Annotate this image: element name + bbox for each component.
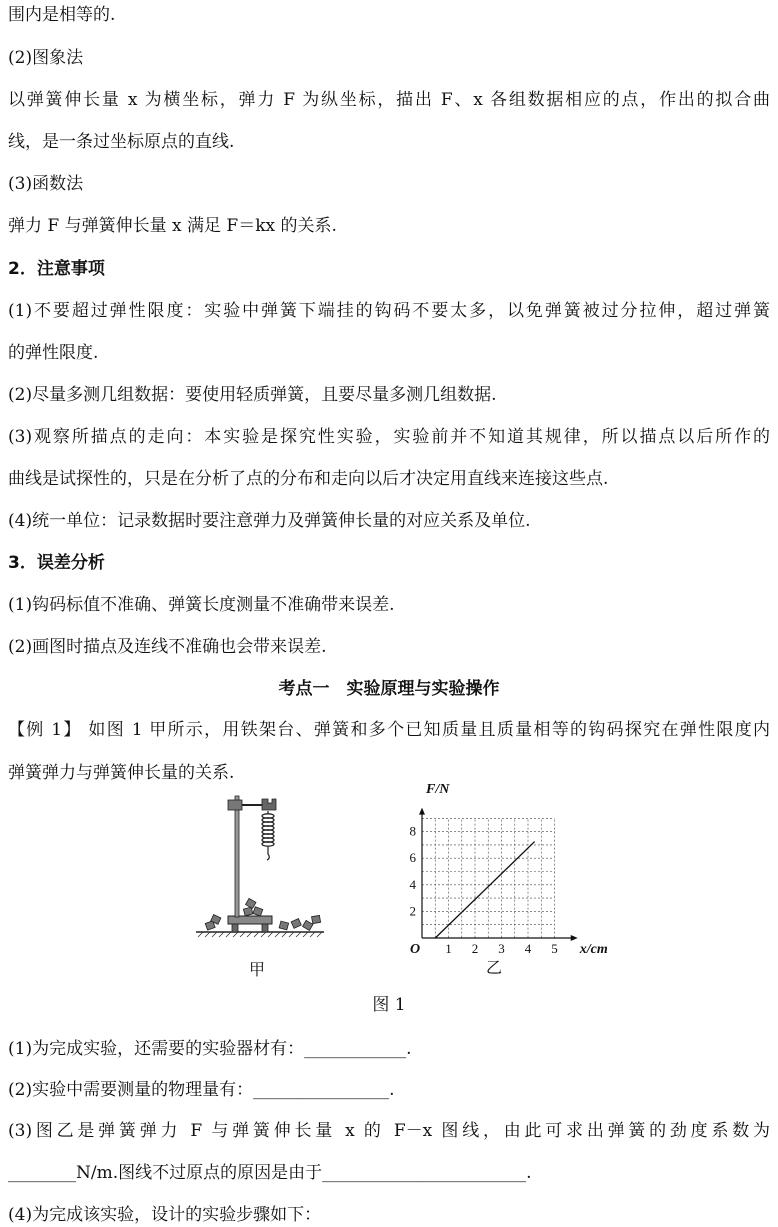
text-line: 线，是一条过坐标原点的直线. [8, 132, 235, 152]
text-line: (1)钩码标值不准确、弹簧长度测量不准确带来误差. [8, 595, 395, 615]
apparatus-figure [192, 790, 332, 960]
figure-caption: 图 1 [372, 995, 406, 1015]
x-tick-label: 3 [498, 941, 505, 956]
text-line: 的弹性限度. [8, 343, 99, 363]
x-tick-label: 5 [551, 941, 558, 956]
y-axis-arrow [419, 808, 425, 815]
text-line: 围内是相等的. [8, 5, 116, 25]
origin-label: O [410, 942, 421, 957]
y-tick-label: 8 [409, 823, 416, 839]
x-axis-arrow [571, 935, 578, 941]
y-tick-label: 6 [409, 850, 416, 866]
text-line: (2)图象法 [8, 48, 84, 68]
text-line: 弹力 F 与弹簧伸长量 x 满足 F＝kx 的关系. [8, 216, 337, 236]
force-extension-chart [396, 781, 608, 959]
question-line: (2)实验中需要测量的物理量有：________________. [8, 1080, 395, 1100]
text-line: (2)尽量多测几组数据：要使用轻质弹簧，且要尽量多测几组数据. [8, 385, 497, 405]
x-axis-label: x/cm [579, 942, 608, 957]
question-line: (4)为完成该实验，设计的实验步骤如下： [8, 1205, 322, 1225]
text-line: (3)函数法 [8, 174, 84, 194]
text-line: (4)统一单位：记录数据时要注意弹力及弹簧伸长量的对应关系及单位. [8, 511, 531, 531]
question-line: (3)图乙是弹簧弹力 F 与弹簧伸长量 x 的 F－x 图线，由此可求出弹簧的劲度系数为 [8, 1121, 770, 1141]
text-line: (2)画图时描点及连线不准确也会带来误差. [8, 637, 327, 657]
text-line: (3)观察所描点的走向：本实验是探究性实验，实验前并不知道其规律，所以描点以后所作的 [8, 427, 770, 447]
text-line: 弹簧弹力与弹簧伸长量的关系. [8, 763, 235, 783]
x-tick-label: 4 [524, 941, 532, 956]
question-line: (1)为完成实验，还需要的实验器材有：____________. [8, 1039, 412, 1059]
y-axis-label: F/N [426, 782, 450, 797]
question-line: ________N/m.图线不过原点的原因是由于________________________. [8, 1163, 532, 1183]
figure-label-right: 乙 [486, 958, 503, 977]
figure-label-left: 甲 [249, 960, 266, 979]
x-tick-label: 2 [471, 941, 479, 956]
data-line [435, 842, 534, 938]
text-line: (1)不要超过弹性限度：实验中弹簧下端挂的钩码不要太多，以免弹簧被过分拉伸，超过弹簧 [8, 301, 770, 321]
text-line: 以弹簧伸长量 x 为横坐标，弹力 F 为纵坐标，描出 F、x 各组数据相应的点，作出的拟合曲 [8, 90, 770, 110]
x-tick-label: 1 [445, 941, 452, 956]
topic-heading: 考点一 实验原理与实验操作 [278, 679, 500, 699]
y-tick-label: 2 [409, 903, 416, 919]
section-heading: 3．误差分析 [8, 553, 105, 573]
text-line: 曲线是试探性的，只是在分析了点的分布和走向以后才决定用直线来连接这些点. [8, 469, 609, 489]
section-heading: 2．注意事项 [8, 259, 105, 279]
example-line: 【例 1】 如图 1 甲所示，用铁架台、弹簧和多个已知质量且质量相等的钩码探究在弹性限度内 [8, 720, 770, 740]
y-tick-label: 4 [409, 876, 416, 892]
